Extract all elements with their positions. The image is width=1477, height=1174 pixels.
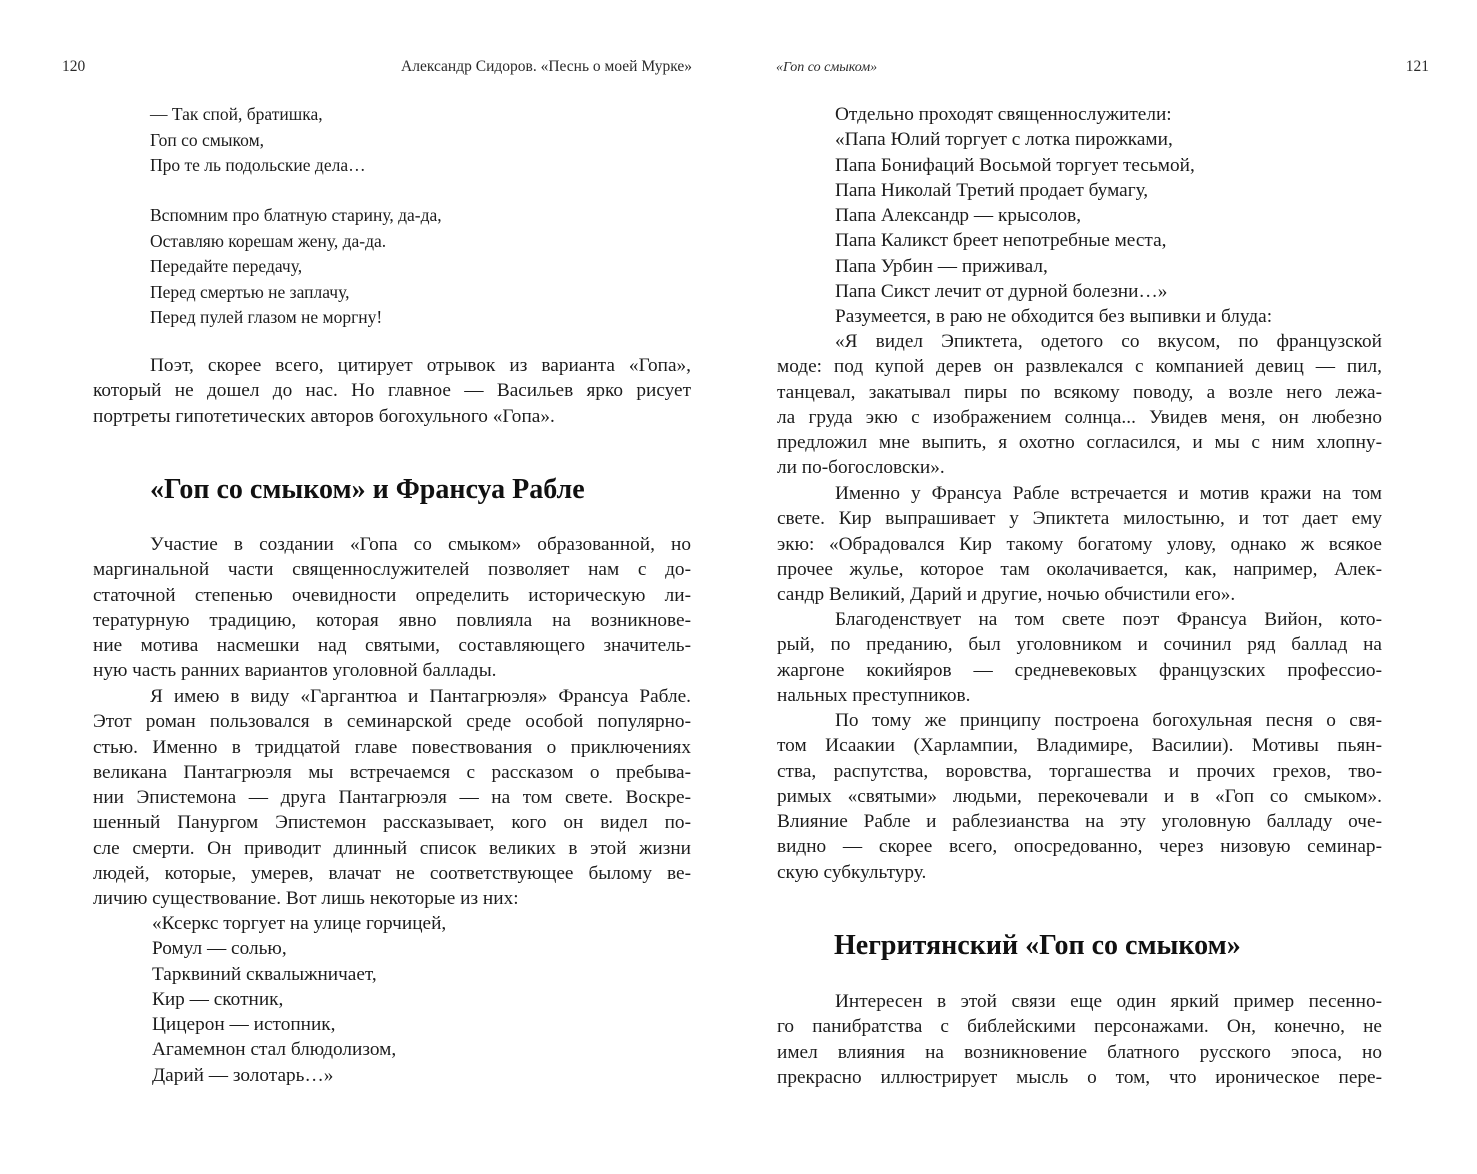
quote-line: Тарквиний сквалыжничает, bbox=[152, 963, 377, 985]
verse-line: Перед пулей глазом не моргну! bbox=[150, 307, 383, 327]
verse-stanza-2 bbox=[150, 203, 442, 331]
body-paragraph bbox=[777, 481, 1382, 607]
quote-line: Цицерон — истопник, bbox=[152, 1014, 336, 1036]
quote-line: Ромул — солью, bbox=[152, 938, 287, 960]
text-line: имел влияния на возникновение блатного русского эпоса, но bbox=[777, 1041, 1382, 1063]
text-line: свете. Кир выпрашивает у Эпиктета милостыню, и тот дает ему bbox=[777, 508, 1382, 530]
text-line: прочее жулье, которое там околачивается, как, например, Алек- bbox=[777, 558, 1382, 580]
text-line: который не дошел до нас. Но главное — Васильев ярко рисует bbox=[93, 380, 691, 402]
text-line: экю: «Обрадовался Кир такому богатому улову, однако ж всякое bbox=[777, 533, 1382, 555]
page-number: 120 bbox=[62, 58, 86, 75]
quote-list bbox=[835, 102, 1195, 304]
body-paragraph bbox=[777, 708, 1382, 885]
text-line: предложил мне выпить, я охотно согласился, и мы с ним хлопну- bbox=[777, 432, 1382, 454]
text-line: шенный Панургом Эпистемон рассказывает, кого он видел по- bbox=[93, 812, 691, 834]
text-line: Поэт, скорее всего, цитирует отрывок из варианта «Гопа», bbox=[150, 355, 691, 376]
verse-line: — Так спой, братишка, bbox=[150, 104, 323, 124]
text-line: жаргоне кокийяров — средневековых французских профессио- bbox=[777, 659, 1382, 681]
quote-line: Папа Урбин — приживал, bbox=[835, 255, 1048, 277]
text-line: видно — скорее всего, опосредованно, через низовую семинар- bbox=[777, 836, 1382, 858]
text-line: портреты гипотетических авторов богохульного «Гопа». bbox=[93, 405, 555, 427]
text-line: прекрасно иллюстрирует мысль о том, что ироническое пере- bbox=[777, 1066, 1382, 1088]
text-line: людей, которые, умерев, влачат не соответствующее былому ве- bbox=[93, 863, 691, 885]
quote-line: Кир — скотник, bbox=[152, 988, 284, 1010]
body-paragraph bbox=[777, 607, 1382, 708]
body-paragraph bbox=[777, 329, 1382, 481]
text-line: скую субкультуру. bbox=[777, 861, 927, 883]
right-page bbox=[738, 0, 1477, 1174]
body-paragraph bbox=[777, 304, 1382, 329]
text-line: Благоденствует на том свете поэт Франсуа Вийон, кото- bbox=[835, 609, 1382, 630]
text-line: Именно у Франсуа Рабле встречается и мотив кражи на том bbox=[835, 483, 1382, 504]
text-line: ние мотива насмешки над святыми, составляющего значитель- bbox=[93, 635, 691, 657]
body-paragraph bbox=[93, 532, 691, 684]
quote-line: Папа Каликст бреет непотребные места, bbox=[835, 230, 1167, 252]
running-head: Александр Сидоров. «Песнь о моей Мурке» bbox=[401, 58, 692, 75]
quote-line: «Папа Юлий торгует с лотка пирожками, bbox=[835, 129, 1173, 151]
text-line: ства, распутства, воровства, торгашества и прочих грехов, тво- bbox=[777, 760, 1382, 782]
verse-line: Оставляю корешам жену, да-да. bbox=[150, 230, 387, 251]
text-line: Этот роман пользовался в семинарской среде особой популярно- bbox=[93, 711, 691, 733]
text-line: «Я видел Эпиктета, одетого со вкусом, по французской bbox=[835, 331, 1382, 352]
quote-line: Папа Николай Третий продает бумагу, bbox=[835, 179, 1149, 201]
section-heading: «Гоп со смыком» и Франсуа Рабле bbox=[150, 474, 585, 505]
verse-line: Про те ль подольские дела… bbox=[150, 155, 366, 175]
section-heading: Негритянский «Гоп со смыком» bbox=[834, 930, 1241, 961]
text-line: рый, по преданию, был уголовником и сочинил ряд баллад на bbox=[777, 634, 1382, 656]
text-line: Влияние Рабле и раблезианства на эту уголовную балладу оче- bbox=[777, 811, 1382, 833]
text-line: ли по-богословски». bbox=[777, 457, 945, 479]
text-line: сле смерти. Он приводит длинный список великих в этой жизни bbox=[93, 837, 691, 859]
text-line: моде: под купой дерев он развлекался с компанией девиц — пил, bbox=[777, 356, 1382, 378]
text-line: По тому же принципу построена богохульная песня о свя- bbox=[835, 710, 1382, 731]
text-line: нальных преступников. bbox=[777, 684, 971, 706]
text-line: Интересен в этой связи еще один яркий пример песенно- bbox=[835, 991, 1382, 1012]
quote-line: Дарий — золотарь…» bbox=[152, 1064, 334, 1086]
quote-line: Папа Александр — крысолов, bbox=[835, 205, 1082, 227]
quote-line: «Ксеркс торгует на улице горчицей, bbox=[152, 913, 447, 934]
quote-line: Папа Бонифаций Восьмой торгует тесьмой, bbox=[835, 154, 1195, 176]
left-page bbox=[0, 0, 738, 1174]
quote-line: Отдельно проходят священнослужители: bbox=[835, 104, 1172, 125]
text-line: личию существование. Вот лишь некоторые из них: bbox=[93, 888, 519, 910]
text-line: великана Пантагрюэля мы встречаемся с рассказом о пребыва- bbox=[93, 761, 691, 783]
body-paragraph bbox=[93, 353, 691, 429]
text-line: го панибратства с библейскими персонажами. Он, конечно, не bbox=[777, 1016, 1382, 1038]
text-line: Участие в создании «Гопа со смыком» образованной, но bbox=[150, 534, 691, 555]
text-line: ла груда экю с изображением солнца... Увидев меня, он любезно bbox=[777, 406, 1382, 428]
text-line: нии Эпистемона — друга Пантагрюэля — на том свете. Воскре- bbox=[93, 787, 691, 809]
verse-stanza-1 bbox=[150, 102, 366, 179]
quote-line: Агамемнон стал блюдолизом, bbox=[152, 1039, 397, 1061]
page-number: 121 bbox=[1405, 58, 1429, 75]
body-paragraph bbox=[93, 684, 691, 912]
verse-line: Перед смертью не заплачу, bbox=[150, 281, 350, 302]
text-line: танцевал, закатывал пиры по всякому поводу, а возле него лежа- bbox=[777, 381, 1382, 403]
text-line: маргинальной части священнослужителей позволяет нам с до- bbox=[93, 559, 691, 581]
verse-line: Вспомним про блатную старину, да-да, bbox=[150, 205, 442, 225]
text-line: стью. Именно в тридцатой главе повествования о приключениях bbox=[93, 736, 691, 758]
body-paragraph bbox=[777, 989, 1382, 1090]
text-line: тературную традицию, которая явно повлияла на возникнове- bbox=[93, 609, 691, 631]
text-line: Я имею в виду «Гаргантюа и Пантагрюэля» Франсуа Рабле. bbox=[150, 686, 691, 707]
verse-line: Передайте передачу, bbox=[150, 256, 303, 276]
text-line: ную часть ранних вариантов уголовной баллады. bbox=[93, 660, 497, 682]
running-head: «Гоп со смыком» bbox=[776, 60, 878, 75]
text-line: римых «святыми» людьми, перекочевали и в «Гоп со смыком». bbox=[777, 785, 1382, 807]
quote-line: Папа Сикст лечит от дурной болезни…» bbox=[835, 281, 1168, 303]
text-line: сандр Великий, Дарий и другие, ночью обчистили его». bbox=[777, 584, 1236, 606]
text-line: том Исаакии (Харлампии, Владимире, Василии). Мотивы пьян- bbox=[777, 735, 1382, 757]
text-line: статочной степенью очевидности определить историческую ли- bbox=[93, 584, 691, 606]
verse-line: Гоп со смыком, bbox=[150, 129, 265, 150]
text-line: Разумеется, в раю не обходится без выпивки и блуда: bbox=[835, 306, 1273, 327]
quote-list bbox=[152, 911, 446, 1088]
